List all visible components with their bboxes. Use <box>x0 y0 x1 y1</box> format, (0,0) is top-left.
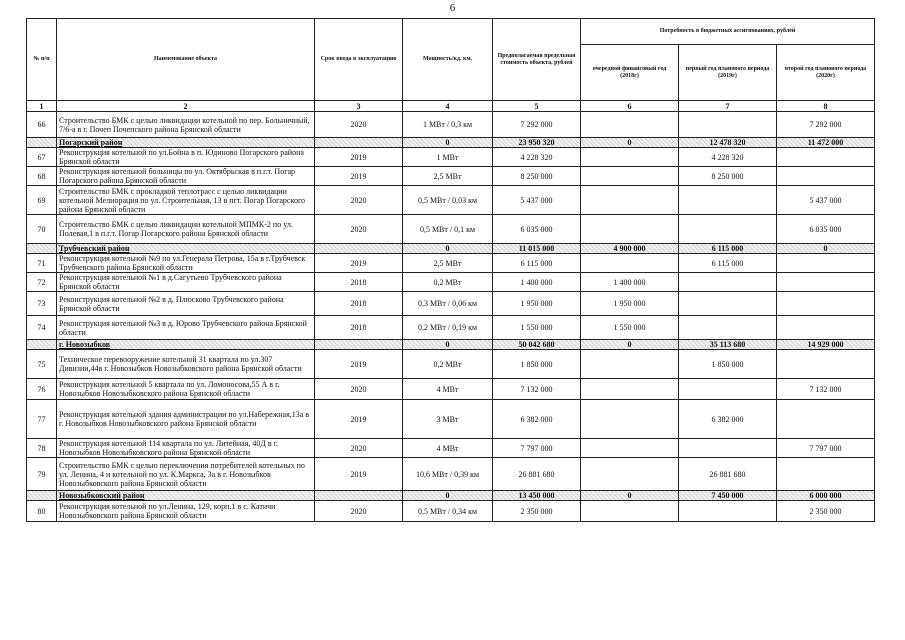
table-row <box>27 350 875 379</box>
budget-2019-cell: 4 228 320 <box>679 148 777 167</box>
object-name-cell: Реконструкция котельной больницы по ул. Октябрьская в п.г.т. Погар Погарского района Брянской области <box>57 167 315 186</box>
table-row <box>27 148 875 167</box>
capacity-cell: 0,5 МВт / 0,03 км <box>403 186 493 215</box>
object-name-cell: Погарский район <box>57 138 315 148</box>
budget-2020-cell <box>777 350 875 379</box>
budget-2018-cell: 1 400 000 <box>581 273 679 292</box>
commissioning-year-cell <box>315 340 403 350</box>
budget-2018-cell: 0 <box>581 491 679 501</box>
table-row <box>27 501 875 522</box>
budget-2019-cell <box>679 112 777 138</box>
budget-2020-cell <box>777 273 875 292</box>
max-cost-cell: 6 382 000 <box>493 400 581 439</box>
column-number: 4 <box>403 101 493 112</box>
budget-2019-cell <box>679 273 777 292</box>
row-number-cell: 80 <box>27 501 57 522</box>
row-number-cell: 73 <box>27 292 57 316</box>
column-number: 1 <box>27 101 57 112</box>
commissioning-year-cell: 2018 <box>315 316 403 340</box>
budget-2020-cell: 6 035 000 <box>777 215 875 244</box>
capacity-cell: 0,2 МВт <box>403 350 493 379</box>
row-number-cell: 67 <box>27 148 57 167</box>
commissioning-year-cell: 2020 <box>315 112 403 138</box>
max-cost-cell: 50 042 680 <box>493 340 581 350</box>
capacity-cell: 4 МВт <box>403 439 493 458</box>
budget-2019-cell: 8 250 000 <box>679 167 777 186</box>
capacity-cell: 0 <box>403 244 493 254</box>
table-body <box>27 112 875 522</box>
table-row <box>27 186 875 215</box>
object-name-cell: Реконструкция котельной по ул.Ленина, 129, корп.1 в с. Катичи Новозыбковского района Брянской области <box>57 501 315 522</box>
budget-2018-cell <box>581 400 679 439</box>
budget-2018-cell <box>581 350 679 379</box>
column-numbers-row <box>27 101 875 112</box>
column-number: 7 <box>679 101 777 112</box>
max-cost-cell: 26 881 680 <box>493 458 581 491</box>
budget-2019-cell: 1 850 000 <box>679 350 777 379</box>
budget-2020-cell <box>777 316 875 340</box>
row-number-cell: 77 <box>27 400 57 439</box>
row-number-cell: 74 <box>27 316 57 340</box>
object-name-cell: Реконструкция котельной здания администрации по ул.Набережная,13а в г. Новозыбков Новозыбковского района Брянской области <box>57 400 315 439</box>
max-cost-cell: 6 115 000 <box>493 254 581 273</box>
budget-2020-cell <box>777 148 875 167</box>
object-name-cell: Трубчевский район <box>57 244 315 254</box>
budget-2019-cell: 26 881 680 <box>679 458 777 491</box>
commissioning-year-cell: 2020 <box>315 501 403 522</box>
budget-2020-cell: 14 929 000 <box>777 340 875 350</box>
max-cost-cell: 7 797 000 <box>493 439 581 458</box>
commissioning-year-cell: 2018 <box>315 273 403 292</box>
object-name-cell: Строительство БМК с целью переключения потребителей котельных по ул. Ленина, 4 и котельной по ул. К.Маркса, 3а в г. Новозыбков Новозыбковского района Брянской области <box>57 458 315 491</box>
max-cost-cell: 1 400 000 <box>493 273 581 292</box>
budget-2019-cell <box>679 292 777 316</box>
budget-2019-cell: 6 115 000 <box>679 244 777 254</box>
capacity-cell: 0,2 МВт <box>403 273 493 292</box>
row-number-cell: 79 <box>27 458 57 491</box>
budget-2019-cell <box>679 439 777 458</box>
capacity-cell: 1 МВт <box>403 148 493 167</box>
commissioning-year-cell: 2020 <box>315 186 403 215</box>
row-number-cell: 72 <box>27 273 57 292</box>
column-number: 3 <box>315 101 403 112</box>
commissioning-year-cell: 2018 <box>315 292 403 316</box>
commissioning-year-cell: 2019 <box>315 458 403 491</box>
header-year-2: первый год планового периода (2019г) <box>679 45 777 101</box>
page-number: 6 <box>449 2 456 14</box>
capacity-cell: 0 <box>403 491 493 501</box>
header-term: Срок ввода в эксплуатацию <box>315 19 403 101</box>
capacity-cell: 0 <box>403 138 493 148</box>
capacity-cell: 0,2 МВт / 0,19 км <box>403 316 493 340</box>
budget-2018-cell <box>581 458 679 491</box>
budget-2018-cell: 0 <box>581 138 679 148</box>
max-cost-cell: 13 450 000 <box>493 491 581 501</box>
budget-2020-cell: 7 797 000 <box>777 439 875 458</box>
budget-2020-cell: 2 350 000 <box>777 501 875 522</box>
object-name-cell: Реконструкция котельной №9 по ул.Генерала Петрова, 15а в г.Трубчевск Трубчевского района Брянской области <box>57 254 315 273</box>
commissioning-year-cell: 2020 <box>315 215 403 244</box>
budget-2018-cell: 4 900 000 <box>581 244 679 254</box>
budget-2019-cell <box>679 215 777 244</box>
commissioning-year-cell: 2020 <box>315 439 403 458</box>
district-subtotal-row <box>27 491 875 501</box>
row-number-cell: 69 <box>27 186 57 215</box>
row-number-cell: 68 <box>27 167 57 186</box>
table-row <box>27 292 875 316</box>
commissioning-year-cell <box>315 244 403 254</box>
capacity-cell: 3 МВт <box>403 400 493 439</box>
row-number-cell: 71 <box>27 254 57 273</box>
budget-2019-cell <box>679 186 777 215</box>
capacity-cell: 0 <box>403 340 493 350</box>
commissioning-year-cell: 2019 <box>315 167 403 186</box>
max-cost-cell: 11 015 000 <box>493 244 581 254</box>
table-row <box>27 458 875 491</box>
budget-2019-cell <box>679 316 777 340</box>
object-name-cell: Реконструкция котельной 114 квартала по ул. Литейная, 40Д в г. Новозыбков Новозыбковского района Брянской области <box>57 439 315 458</box>
row-number-cell: 76 <box>27 379 57 400</box>
table-row <box>27 254 875 273</box>
column-number: 6 <box>581 101 679 112</box>
commissioning-year-cell: 2019 <box>315 254 403 273</box>
row-number-cell <box>27 244 57 254</box>
object-name-cell: Реконструкция котельной по ул.Бойна в п. Юдиново Погарского района Брянской области <box>57 148 315 167</box>
capacity-cell: 0,5 МВт / 0,34 км <box>403 501 493 522</box>
budget-2020-cell: 5 437 000 <box>777 186 875 215</box>
header-power: Мощность/кд. км. <box>403 19 493 101</box>
header-name: Наименование объекта <box>57 19 315 101</box>
budget-2018-cell <box>581 254 679 273</box>
object-name-cell: Строительство БМК с целью ликвидации котельной МПМК-2 по ул. Полевая,1 в п.г.т. Погар Погарского района Брянской области <box>57 215 315 244</box>
budget-2020-cell <box>777 167 875 186</box>
row-number-cell <box>27 340 57 350</box>
max-cost-cell: 23 950 320 <box>493 138 581 148</box>
budget-2018-cell <box>581 167 679 186</box>
capacity-cell: 1 МВт / 0,3 км <box>403 112 493 138</box>
budget-2020-cell: 6 000 000 <box>777 491 875 501</box>
object-name-cell: Новозыбковский район <box>57 491 315 501</box>
budget-2018-cell: 0 <box>581 340 679 350</box>
budget-2019-cell: 6 382 000 <box>679 400 777 439</box>
table-row <box>27 379 875 400</box>
row-number-cell <box>27 138 57 148</box>
object-name-cell: Техническое перевооружение котельной 31 квартала по ул.307 Дивизии,44в г. Новозыбков Новозыбковского района Брянской области <box>57 350 315 379</box>
budget-2020-cell: 7 292 000 <box>777 112 875 138</box>
budget-2018-cell <box>581 379 679 400</box>
budget-2018-cell <box>581 148 679 167</box>
commissioning-year-cell: 2019 <box>315 148 403 167</box>
budget-2018-cell <box>581 112 679 138</box>
max-cost-cell: 1 550 000 <box>493 316 581 340</box>
budget-2018-cell <box>581 186 679 215</box>
budget-2020-cell <box>777 458 875 491</box>
budget-2019-cell: 12 478 320 <box>679 138 777 148</box>
capacity-cell: 2,5 МВт <box>403 167 493 186</box>
capacity-cell: 0,3 МВт / 0,06 км <box>403 292 493 316</box>
header-cost: Предполагаемая предельная стоимость объекта, рублей <box>493 19 581 101</box>
table-row <box>27 316 875 340</box>
column-number: 8 <box>777 101 875 112</box>
row-number-cell: 66 <box>27 112 57 138</box>
object-name-cell: Строительство БМК с прокладкой теплотрасс с целью ликвидации котельной Мелиорация по ул. Строительная, 13 в пгт. Погар Погарского района Брянской области <box>57 186 315 215</box>
budget-2018-cell: 1 950 000 <box>581 292 679 316</box>
budget-2018-cell: 1 550 000 <box>581 316 679 340</box>
budget-2020-cell: 7 132 000 <box>777 379 875 400</box>
table-row <box>27 273 875 292</box>
commissioning-year-cell: 2020 <box>315 379 403 400</box>
column-number: 2 <box>57 101 315 112</box>
header-row-top <box>27 19 875 45</box>
budget-2019-cell: 7 450 000 <box>679 491 777 501</box>
budget-2018-cell <box>581 439 679 458</box>
district-subtotal-row <box>27 244 875 254</box>
column-number: 5 <box>493 101 581 112</box>
budget-2018-cell <box>581 501 679 522</box>
table-row <box>27 400 875 439</box>
object-name-cell: Реконструкция котельной №2 в д. Плюсково Трубчевского района Брянской области <box>57 292 315 316</box>
budget-2020-cell: 0 <box>777 244 875 254</box>
commissioning-year-cell <box>315 491 403 501</box>
commissioning-year-cell: 2019 <box>315 350 403 379</box>
budget-2019-cell <box>679 379 777 400</box>
header-need-group: Потребность в бюджетных ассигнованиях, рублей <box>581 19 875 45</box>
table-row <box>27 167 875 186</box>
max-cost-cell: 1 950 000 <box>493 292 581 316</box>
budget-2019-cell <box>679 501 777 522</box>
row-number-cell: 78 <box>27 439 57 458</box>
commissioning-year-cell: 2019 <box>315 400 403 439</box>
budget-2020-cell <box>777 292 875 316</box>
max-cost-cell: 7 292 000 <box>493 112 581 138</box>
max-cost-cell: 4 228 320 <box>493 148 581 167</box>
capacity-cell: 2,5 МВт <box>403 254 493 273</box>
row-number-cell: 75 <box>27 350 57 379</box>
budget-2018-cell <box>581 215 679 244</box>
object-name-cell: Реконструкция котельной 5 квартала по ул. Ломоносова,55 А в г. Новозыбков Новозыбковского района Брянской области <box>57 379 315 400</box>
budget-2019-cell: 35 113 680 <box>679 340 777 350</box>
table-row <box>27 439 875 458</box>
max-cost-cell: 8 250 000 <box>493 167 581 186</box>
object-name-cell: Реконструкция котельной №3 в д. Юрово Трубчевского района Брянской области <box>57 316 315 340</box>
object-name-cell: г. Новозыбков <box>57 340 315 350</box>
objects-table <box>26 18 875 522</box>
row-number-cell <box>27 491 57 501</box>
max-cost-cell: 1 850 000 <box>493 350 581 379</box>
max-cost-cell: 5 437 000 <box>493 186 581 215</box>
budget-2020-cell <box>777 400 875 439</box>
header-year-3: второй год планового периода (2020г) <box>777 45 875 101</box>
district-subtotal-row <box>27 138 875 148</box>
object-name-cell: Строительство БМК с целью ликвидации котельной по пер. Больничный, 7/6-а в г. Почеп Почепского района Брянской области <box>57 112 315 138</box>
max-cost-cell: 6 035 000 <box>493 215 581 244</box>
capacity-cell: 4 МВт <box>403 379 493 400</box>
max-cost-cell: 7 132 000 <box>493 379 581 400</box>
max-cost-cell: 2 350 000 <box>493 501 581 522</box>
object-name-cell: Реконструкция котельной №1 в д.Сагутьево Трубчевского района Брянской области <box>57 273 315 292</box>
header-year-1: очередной финансовый год (2018г) <box>581 45 679 101</box>
budget-2019-cell: 6 115 000 <box>679 254 777 273</box>
commissioning-year-cell <box>315 138 403 148</box>
capacity-cell: 10,6 МВт / 0,39 км <box>403 458 493 491</box>
table-row <box>27 112 875 138</box>
district-subtotal-row <box>27 340 875 350</box>
budget-2020-cell <box>777 254 875 273</box>
table-row <box>27 215 875 244</box>
capacity-cell: 0,5 МВт / 0,1 км <box>403 215 493 244</box>
row-number-cell: 70 <box>27 215 57 244</box>
budget-2020-cell: 11 472 000 <box>777 138 875 148</box>
header-num: № п/п <box>27 19 57 101</box>
